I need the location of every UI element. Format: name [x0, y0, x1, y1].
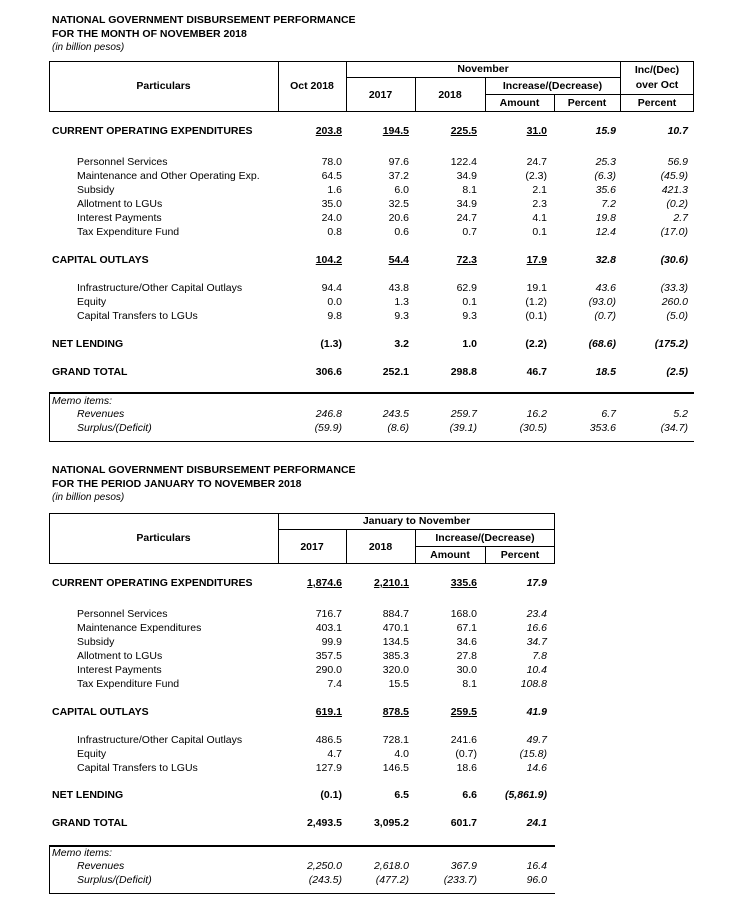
- t1-row-grand-value: 306.6: [315, 366, 342, 378]
- table1-hdr-november: November: [457, 63, 509, 75]
- t1-row-item-value: 64.5: [321, 170, 342, 182]
- t1-row-cap-value: 54.4: [388, 254, 409, 266]
- t1-row-item-label: Allotment to LGUs: [77, 198, 163, 210]
- t2-row-item-value: 320.0: [382, 664, 409, 676]
- t2-row-item-value: 34.6: [456, 636, 477, 648]
- t2-row-memo-item-label: Revenues: [77, 860, 125, 872]
- t1-row-item-label: Capital Transfers to LGUs: [77, 310, 198, 322]
- t1-row-item-value: 43.6: [595, 282, 616, 294]
- t2-row-item-value: 146.5: [382, 762, 409, 774]
- table2-hdr-incdec: Increase/(Decrease): [435, 532, 535, 544]
- t1-row-item-value: 9.8: [327, 310, 342, 322]
- t1-row-net-value: (2.2): [525, 338, 547, 350]
- table1-hdr-incdec-oct-2: over Oct: [635, 79, 679, 91]
- t2-row-item-value: 357.5: [315, 650, 342, 662]
- t2-row-grand-value: 3,095.2: [373, 817, 409, 829]
- t2-row-item-value: 18.6: [456, 762, 477, 774]
- t1-row-item-value: 0.8: [327, 226, 342, 238]
- t2-row-item-label: Maintenance Expenditures: [77, 622, 202, 634]
- t2-row-net-value: (0.1): [320, 789, 342, 801]
- t1-row-item-label: Equity: [77, 296, 107, 308]
- t2-row-item-value: 16.6: [526, 622, 547, 634]
- table2-bottom-rule: [49, 893, 555, 894]
- t1-row-coe-value: 194.5: [382, 125, 409, 137]
- t2-row-memo-label: Memo items:: [52, 847, 113, 859]
- table1-hdr-incdec-oct-1: Inc/(Dec): [634, 64, 680, 76]
- t2-row-item-value: (0.7): [455, 748, 477, 760]
- table1-hdr-particulars: Particulars: [136, 80, 191, 92]
- t2-row-item-label: Personnel Services: [77, 608, 168, 620]
- t2-row-item-value: 716.7: [315, 608, 342, 620]
- t2-row-cap-value: 259.5: [450, 706, 477, 718]
- table1-title-line1: NATIONAL GOVERNMENT DISBURSEMENT PERFORMANCE: [52, 14, 356, 26]
- t2-row-coe-value: 335.6: [450, 577, 477, 589]
- t2-row-item-value: 4.7: [327, 748, 342, 760]
- t2-row-item-value: 168.0: [450, 608, 477, 620]
- t1-row-memo-item-value: (8.6): [387, 422, 409, 434]
- t1-row-item-value: 1.3: [394, 296, 409, 308]
- t1-row-item-label: Interest Payments: [77, 212, 162, 224]
- t2-row-item-value: 108.8: [520, 678, 547, 690]
- t2-row-item-value: 23.4: [526, 608, 547, 620]
- table2-hdr-particulars: Particulars: [136, 532, 191, 544]
- t1-row-memo-item-label: Surplus/(Deficit): [77, 422, 152, 434]
- table1-memo-rule-thick: [49, 392, 694, 394]
- t2-row-item-value: 27.8: [456, 650, 477, 662]
- t1-row-cap-label: CAPITAL OUTLAYS: [52, 254, 149, 266]
- t2-row-memo-item-value: (233.7): [443, 874, 477, 886]
- t1-row-item-value: 34.9: [456, 170, 477, 182]
- t2-row-grand-value: 2,493.5: [306, 817, 342, 829]
- table2-hdr-2018: 2018: [368, 541, 393, 553]
- t1-row-coe-value: 15.9: [595, 125, 616, 137]
- t1-row-grand-value: 18.5: [595, 366, 616, 378]
- t2-row-cap-label: CAPITAL OUTLAYS: [52, 706, 149, 718]
- t1-row-item-value: 32.5: [388, 198, 409, 210]
- t1-row-coe-value: 225.5: [450, 125, 477, 137]
- t1-row-memo-item-label: Revenues: [77, 408, 125, 420]
- t1-row-memo-item-value: 6.7: [601, 408, 616, 420]
- t2-row-item-value: 470.1: [382, 622, 409, 634]
- t1-row-item-value: 24.7: [526, 156, 547, 168]
- t1-row-memo-item-value: 353.6: [589, 422, 616, 434]
- t2-row-item-value: (15.8): [519, 748, 547, 760]
- t1-row-net-value: (1.3): [320, 338, 342, 350]
- t1-row-memo-item-value: 243.5: [382, 408, 409, 420]
- t2-row-item-value: 49.7: [526, 734, 547, 746]
- t1-row-item-value: 97.6: [388, 156, 409, 168]
- t1-row-item-value: 19.8: [595, 212, 616, 224]
- t2-row-item-value: 14.6: [526, 762, 547, 774]
- table2-memo-rule-thick: [49, 845, 555, 847]
- table1-hdr-amount: Amount: [499, 97, 540, 109]
- t1-row-item-value: 8.1: [462, 184, 477, 196]
- table2-hdr-rule-2: [278, 529, 555, 530]
- table1-hdr-2017: 2017: [368, 89, 393, 101]
- table1-hdr-2018: 2018: [438, 89, 462, 101]
- t1-row-grand-value: 46.7: [526, 366, 547, 378]
- t2-row-memo-item-value: 16.4: [526, 860, 547, 872]
- t2-row-memo-item-value: (477.2): [375, 874, 409, 886]
- t1-row-item-value: (2.3): [525, 170, 547, 182]
- table1-memo-left-rule: [49, 392, 50, 442]
- t2-row-grand-value: 24.1: [526, 817, 547, 829]
- table1-bottom-rule: [49, 441, 694, 442]
- t1-row-grand-label: GRAND TOTAL: [52, 366, 128, 378]
- t2-row-item-value: 403.1: [315, 622, 342, 634]
- t1-row-item-label: Personnel Services: [77, 156, 168, 168]
- table1-hdr-oct2018: Oct 2018: [290, 80, 334, 92]
- t1-row-grand-value: (2.5): [666, 366, 688, 378]
- t1-row-item-value: 260.0: [661, 296, 688, 308]
- t1-row-item-value: 78.0: [321, 156, 342, 168]
- t1-row-item-value: (0.1): [525, 310, 547, 322]
- t1-row-item-value: 421.3: [661, 184, 688, 196]
- t1-row-item-value: 0.1: [532, 226, 547, 238]
- t1-row-net-value: 3.2: [394, 338, 409, 350]
- t1-row-item-value: (93.0): [588, 296, 616, 308]
- t1-row-item-value: 94.4: [321, 282, 342, 294]
- t1-row-item-value: (0.2): [666, 198, 688, 210]
- t1-row-item-value: 37.2: [388, 170, 409, 182]
- t2-row-item-label: Equity: [77, 748, 107, 760]
- t1-row-item-value: 0.7: [462, 226, 477, 238]
- t1-row-item-value: 35.6: [595, 184, 616, 196]
- t1-row-item-value: (45.9): [660, 170, 688, 182]
- t1-row-cap-value: 17.9: [526, 254, 547, 266]
- t2-row-memo-item-value: 2,618.0: [373, 860, 409, 872]
- t1-row-item-value: 35.0: [321, 198, 342, 210]
- t1-row-item-value: 12.4: [595, 226, 616, 238]
- t1-row-item-value: 9.3: [394, 310, 409, 322]
- t2-row-cap-value: 619.1: [315, 706, 342, 718]
- table1-hdr-rule-3: [485, 94, 620, 95]
- table2-hdr-percent: Percent: [500, 549, 540, 561]
- t1-row-item-label: Subsidy: [77, 184, 115, 196]
- t2-row-coe-value: 1,874.6: [306, 577, 342, 589]
- t1-row-item-value: (1.2): [525, 296, 547, 308]
- t2-row-item-value: 8.1: [462, 678, 477, 690]
- t1-row-coe-value: 31.0: [526, 125, 547, 137]
- t2-row-item-value: 67.1: [456, 622, 477, 634]
- t2-row-item-label: Allotment to LGUs: [77, 650, 163, 662]
- t1-row-memo-item-value: 16.2: [526, 408, 547, 420]
- t2-row-memo-item-value: 96.0: [526, 874, 547, 886]
- t2-row-item-label: Subsidy: [77, 636, 115, 648]
- t1-row-item-value: 0.1: [462, 296, 477, 308]
- t1-row-item-value: 25.3: [595, 156, 616, 168]
- t1-row-memo-item-value: (59.9): [314, 422, 342, 434]
- t2-row-item-value: 241.6: [450, 734, 477, 746]
- t1-row-item-value: 24.7: [456, 212, 477, 224]
- t1-row-item-value: 56.9: [667, 156, 688, 168]
- table1-unit-note: (in billion pesos): [52, 42, 125, 53]
- t1-row-item-value: 6.0: [394, 184, 409, 196]
- t2-row-item-label: Capital Transfers to LGUs: [77, 762, 198, 774]
- table1-hdr-percent: Percent: [567, 97, 607, 109]
- t2-row-item-value: 15.5: [388, 678, 409, 690]
- t2-row-cap-value: 878.5: [382, 706, 409, 718]
- t2-row-item-value: 486.5: [315, 734, 342, 746]
- t2-row-item-label: Tax Expenditure Fund: [77, 678, 180, 690]
- table2-hdr-amount: Amount: [430, 549, 470, 561]
- t1-row-memo-item-value: 259.7: [450, 408, 477, 420]
- t2-row-grand-value: 601.7: [450, 817, 477, 829]
- t2-row-item-value: 30.0: [456, 664, 477, 676]
- t2-row-item-value: 127.9: [315, 762, 342, 774]
- t2-row-item-value: 4.0: [394, 748, 409, 760]
- table2-memo-left-rule: [49, 845, 50, 894]
- t1-row-item-value: 0.6: [394, 226, 409, 238]
- t2-row-item-label: Interest Payments: [77, 664, 162, 676]
- t1-row-cap-value: 72.3: [456, 254, 477, 266]
- t1-row-item-value: 24.0: [321, 212, 342, 224]
- t1-row-item-value: 2.1: [532, 184, 547, 196]
- t2-row-net-label: NET LENDING: [52, 789, 124, 801]
- t2-row-cap-value: 41.9: [526, 706, 547, 718]
- t1-row-item-value: (6.3): [594, 170, 616, 182]
- t1-row-net-value: (68.6): [588, 338, 616, 350]
- t2-row-coe-value: 2,210.1: [373, 577, 409, 589]
- t2-row-memo-item-label: Surplus/(Deficit): [77, 874, 152, 886]
- t2-row-memo-item-value: 2,250.0: [306, 860, 342, 872]
- t1-row-net-label: NET LENDING: [52, 338, 124, 350]
- table2-hdr-rule-3: [415, 546, 555, 547]
- t1-row-coe-value: 203.8: [315, 125, 342, 137]
- t2-row-item-value: 385.3: [382, 650, 409, 662]
- t2-row-net-value: 6.6: [462, 789, 477, 801]
- table1-title-line2: FOR THE MONTH OF NOVEMBER 2018: [52, 28, 247, 40]
- t2-row-item-value: 134.5: [382, 636, 409, 648]
- t2-row-net-value: (5,861.9): [504, 789, 547, 801]
- t1-row-item-value: 62.9: [456, 282, 477, 294]
- t1-row-item-value: 2.3: [532, 198, 547, 210]
- t1-row-coe-value: 10.7: [667, 125, 688, 137]
- table2-hdr-2017: 2017: [300, 541, 324, 553]
- t1-row-item-value: (5.0): [666, 310, 688, 322]
- t2-row-item-value: 728.1: [382, 734, 409, 746]
- t2-row-item-value: 884.7: [382, 608, 409, 620]
- t1-row-item-value: (17.0): [660, 226, 688, 238]
- t1-row-cap-value: 32.8: [595, 254, 616, 266]
- t1-row-memo-item-value: 5.2: [673, 408, 688, 420]
- t1-row-item-label: Infrastructure/Other Capital Outlays: [77, 282, 243, 294]
- t2-row-coe-label: CURRENT OPERATING EXPENDITURES: [52, 577, 253, 589]
- t1-row-cap-value: 104.2: [315, 254, 342, 266]
- t1-row-item-value: 4.1: [532, 212, 547, 224]
- table1-hdr-incdec: Increase/(Decrease): [502, 80, 603, 92]
- t1-row-memo-item-value: (34.7): [660, 422, 688, 434]
- table2-title-line1: NATIONAL GOVERNMENT DISBURSEMENT PERFORMANCE: [52, 464, 356, 476]
- t1-row-memo-item-value: 246.8: [315, 408, 342, 420]
- t2-row-memo-item-value: 367.9: [450, 860, 477, 872]
- t2-row-net-value: 6.5: [394, 789, 409, 801]
- t1-row-grand-value: 252.1: [382, 366, 409, 378]
- t2-row-item-value: 34.7: [526, 636, 547, 648]
- t1-row-item-value: 1.6: [327, 184, 342, 196]
- t2-row-coe-value: 17.9: [526, 577, 547, 589]
- t2-row-item-value: 7.8: [532, 650, 547, 662]
- table2-hdr-jan-nov: January to November: [362, 515, 471, 527]
- t2-row-item-value: 10.4: [526, 664, 547, 676]
- t1-row-item-value: 0.0: [327, 296, 342, 308]
- t2-row-item-label: Infrastructure/Other Capital Outlays: [77, 734, 243, 746]
- t1-row-item-value: 34.9: [456, 198, 477, 210]
- table1-hdr-percent2: Percent: [637, 97, 677, 109]
- t1-row-item-value: 2.7: [673, 212, 688, 224]
- t1-row-memo-item-value: (39.1): [449, 422, 477, 434]
- t2-row-item-value: 290.0: [315, 664, 342, 676]
- t1-row-net-value: (175.2): [654, 338, 688, 350]
- t1-row-coe-label: CURRENT OPERATING EXPENDITURES: [52, 125, 253, 137]
- t2-row-grand-label: GRAND TOTAL: [52, 817, 128, 829]
- table1-hdr-rule-2: [346, 77, 620, 78]
- t2-row-item-value: 99.9: [321, 636, 342, 648]
- t1-row-item-value: 9.3: [462, 310, 477, 322]
- t1-row-item-label: Tax Expenditure Fund: [77, 226, 180, 238]
- t1-row-item-value: 122.4: [450, 156, 477, 168]
- t1-row-item-value: 20.6: [388, 212, 409, 224]
- t1-row-cap-value: (30.6): [660, 254, 688, 266]
- table1-hdr-rule-4: [620, 94, 694, 95]
- table2-title-line2: FOR THE PERIOD JANUARY TO NOVEMBER 2018: [52, 478, 302, 490]
- t1-row-item-value: (33.3): [660, 282, 688, 294]
- t1-row-item-value: (0.7): [594, 310, 616, 322]
- t1-row-item-value: 7.2: [601, 198, 616, 210]
- t1-row-memo-label: Memo items:: [52, 395, 113, 407]
- t1-row-net-value: 1.0: [462, 338, 477, 350]
- t2-row-memo-item-value: (243.5): [308, 874, 342, 886]
- t1-row-item-label: Maintenance and Other Operating Exp.: [77, 170, 260, 182]
- t2-row-item-value: 7.4: [327, 678, 342, 690]
- t1-row-item-value: 43.8: [388, 282, 409, 294]
- table2-unit-note: (in billion pesos): [52, 492, 125, 503]
- t1-row-grand-value: 298.8: [450, 366, 477, 378]
- t1-row-memo-item-value: (30.5): [519, 422, 547, 434]
- t1-row-item-value: 19.1: [526, 282, 547, 294]
